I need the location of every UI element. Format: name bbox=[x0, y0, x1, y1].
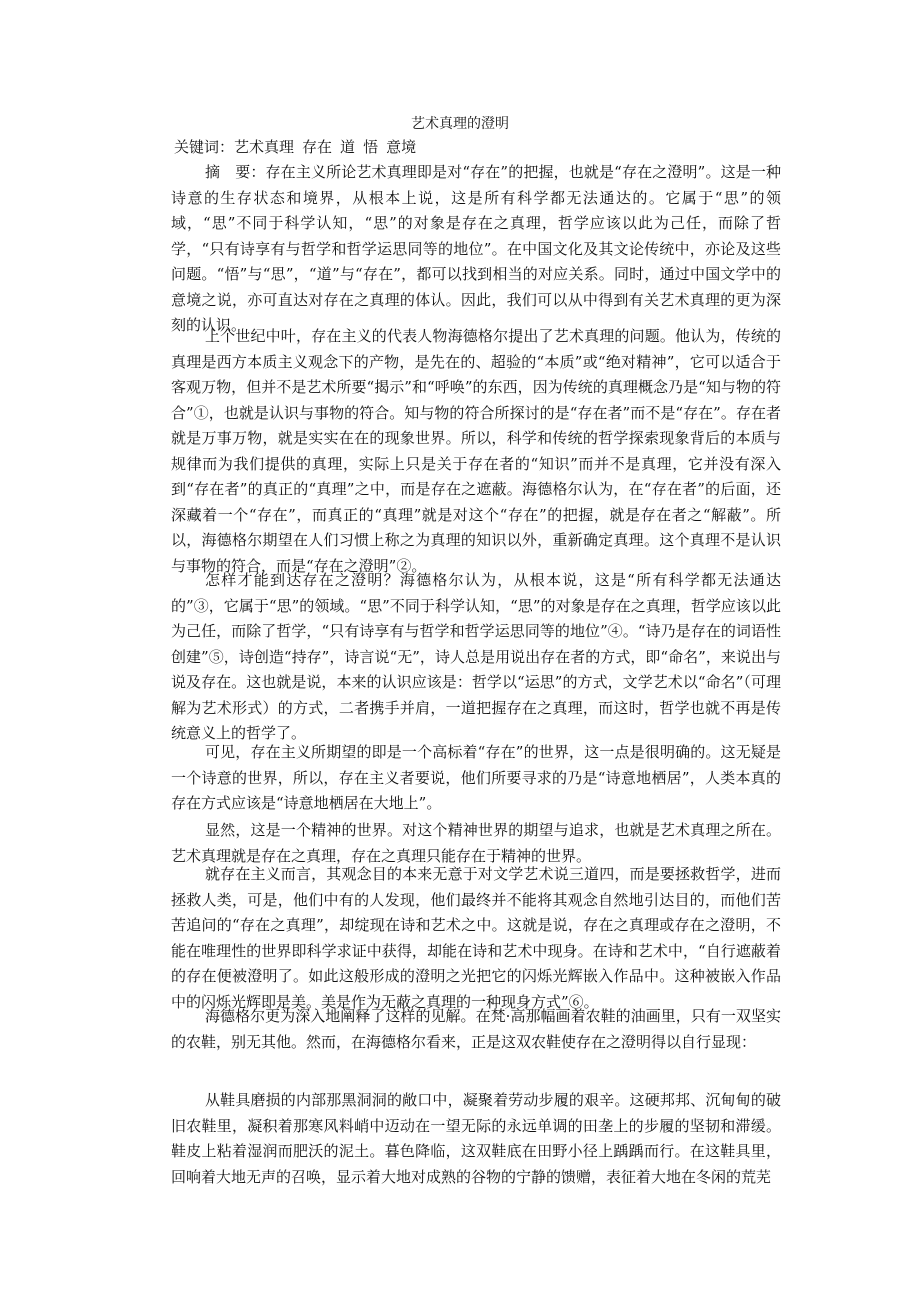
body-paragraph: 上个世纪中叶，存在主义的代表人物海德格尔提出了艺术真理的问题。他认为，传统的真理是西方本质主义观念下的产物，是先在的、超验的“本质”或“绝对精神”，它可以适合于客观万物，但并不是艺术所要“揭示”和“呼唤”的东西，因为传统的真理概念乃是“知与物的符合”①，也就是认识与事物的符合。知与物的符合所探讨的是“存在者”而不是“存在”。存在者就是万事万物，就是实实在在的现象世界。所以，科学和传统的哲学探索现象背后的本质与规律而为我们提供的真理，实际上只是关于存在者的“知识”而并不是真理，它并没有深入到“存在者”的真正的“真理”之中，而是存在之遮蔽。海德格尔认为，在“存在者”的后面，还深藏着一个“存在”，而真正的“真理”就是对这个“存在”的把握，就是存在者之“解蔽”。所以，海德格尔期望在人们习惯上称之为真理的知识以外，重新确定真理。这个真理不是认识与事物的符合，而是“存在之澄明”②。 bbox=[171, 327, 781, 575]
body-paragraph: 海德格尔更为深入地阐释了这样的见解。在梵·高那幅画着农鞋的油画里，只有一双坚实的农鞋，别无其他。然而，在海德格尔看来，正是这双农鞋使存在之澄明得以自行显现： bbox=[171, 1007, 781, 1051]
document-title: 艺术真理的澄明 bbox=[411, 116, 509, 132]
keyword: 悟 bbox=[363, 138, 379, 156]
body-paragraph: 显然，这是一个精神的世界。对这个精神世界的期望与追求，也就是艺术真理之所在。艺术真理就是存在之真理，存在之真理只能存在于精神的世界。 bbox=[171, 821, 781, 865]
abstract-paragraph: 摘 要：存在主义所论艺术真理即是对“存在”的把握，也就是“存在之澄明”。这是一种诗意的生存状态和境界，从根本上说，这是所有科学都无法通达的。它属于“思”的领域，“思”不同于科学认知，“思”的对象是存在之真理，哲学应该以此为己任，而除了哲学，“只有诗享有与哲学和哲学运思同等的地位”。在中国文化及其文论传统中，亦论及这些问题。“悟”与“思”，“道”与“存在”，都可以找到相当的对应关系。同时，通过中国文学中的意境之说，亦可直达对存在之真理的体认。因此，我们可以从中得到有关艺术真理的更为深刻的认识。 bbox=[171, 163, 781, 334]
keyword: 存在 bbox=[302, 138, 333, 156]
quoted-passage: 从鞋具磨损的内部那黑洞洞的敞口中，凝聚着劳动步履的艰辛。这硬邦邦、沉甸甸的破旧农鞋里，凝积着那寒风料峭中迈动在一望无际的永远单调的田垄上的步履的坚韧和滞缓。鞋皮上粘着湿润而肥沃的泥土。暮色降临，这双鞋底在田野小径上踽踽而行。在这鞋具里，回响着大地无声的召唤，显示着大地对成熟的谷物的宁静的馈赠，表征着大地在冬闲的荒芜 bbox=[171, 1091, 781, 1186]
body-paragraph: 就存在主义而言，其观念目的本来无意于对文学艺术说三道四，而是要拯救哲学，进而拯救人类，可是，他们中有的人发现，他们最终并不能将其观念自然地引达目的，而他们苦苦追问的“存在之真理”，却绽现在诗和艺术之中。这就是说，存在之真理或存在之澄明，不能在唯理性的世界即科学求证中获得，却能在诗和艺术中现身。在诗和艺术中，“自行遮蔽着的存在便被澄明了。如此这般形成的澄明之光把它的闪烁光辉嵌入作品中。这种被嵌入作品中的闪烁光辉即是美。美是作为无蔽之真理的一种现身方式”⑥。 bbox=[171, 865, 781, 1011]
keyword: 意境 bbox=[386, 138, 417, 156]
keyword: 艺术真理 bbox=[234, 138, 295, 156]
keywords-label: 关键词： bbox=[174, 138, 235, 156]
body-paragraph: 可见，存在主义所期望的即是一个高标着“存在”的世界，这一点是很明确的。这无疑是一个诗意的世界，所以，存在主义者要说，他们所要寻求的乃是“诗意地栖居”，人类本真的存在方式应该是“诗意地栖居在大地上”。 bbox=[171, 743, 781, 812]
keywords-line bbox=[174, 136, 416, 158]
body-paragraph: 怎样才能到达存在之澄明？海德格尔认为，从根本说，这是“所有科学都无法通达的”③，它属于“思”的领域。“思”不同于科学认知，“思”的对象是存在之真理，哲学应该以此为己任，而除了哲学，“只有诗享有与哲学和哲学运思同等的地位”④。“诗乃是存在的词语性创建”⑤，诗创造“持存”，诗言说“无”，诗人总是用说出存在者的方式，即“命名”，来说出与说及存在。这也就是说，本来的认识应该是：哲学以“运思”的方式，文学艺术以“命名”（可理解为艺术形式）的方式，二者携手并肩，一道把握存在之真理，而这时，哲学也就不再是传统意义上的哲学了。 bbox=[171, 571, 781, 742]
keyword: 道 bbox=[340, 138, 356, 156]
